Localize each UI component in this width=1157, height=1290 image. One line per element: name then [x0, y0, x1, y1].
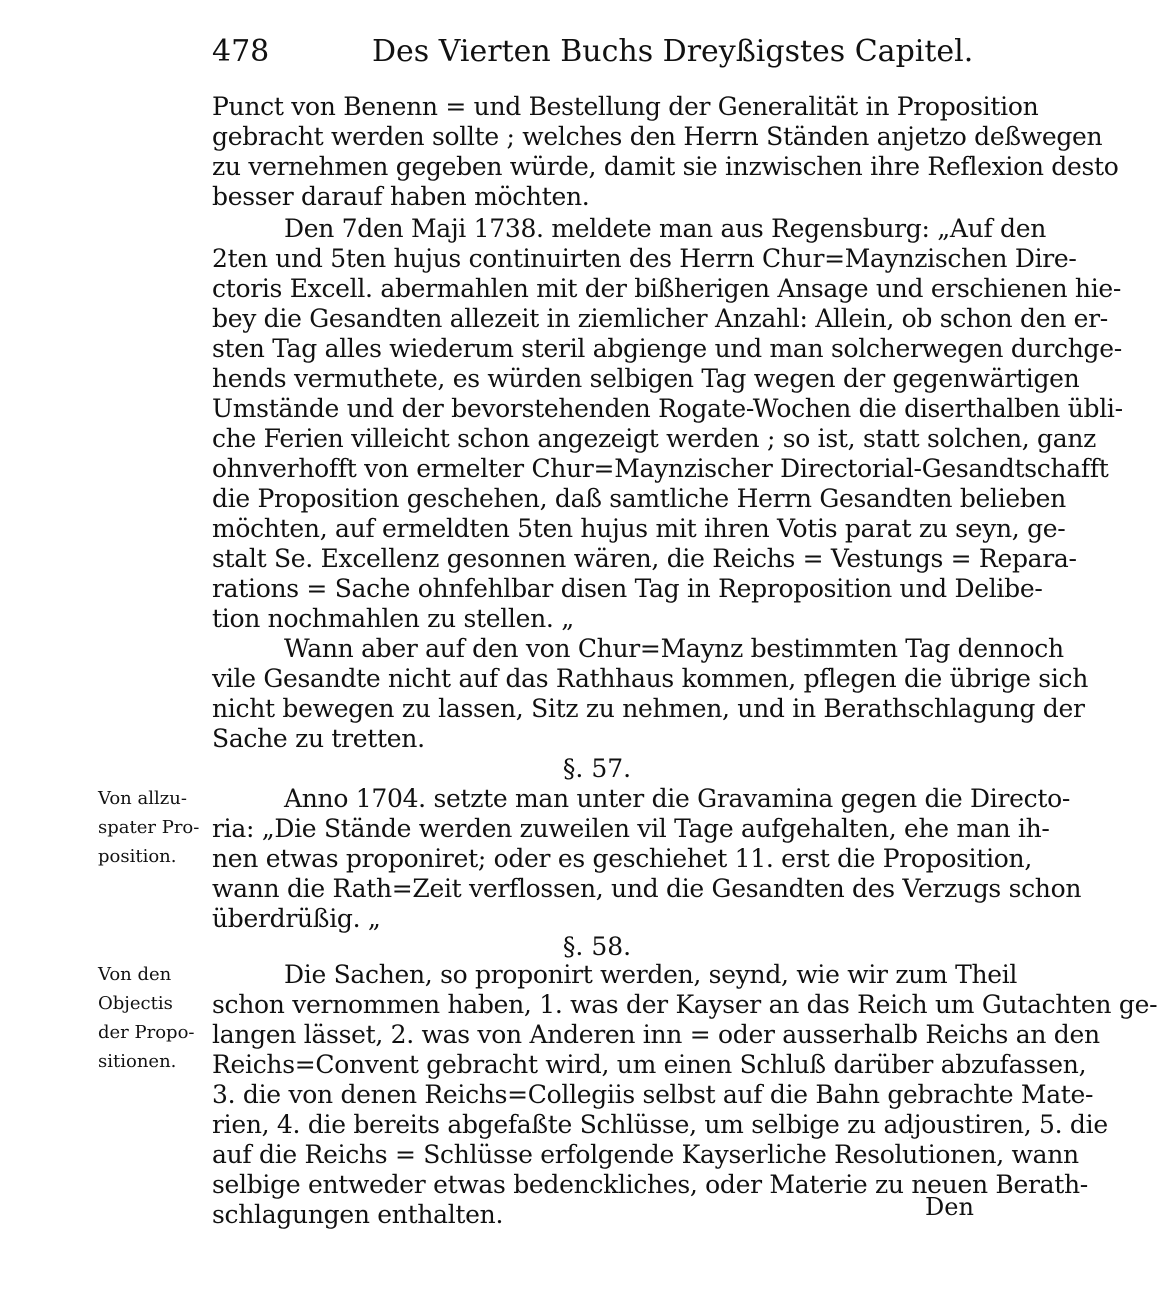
page-header [212, 34, 974, 74]
text-line: ria: „Die Stände werden zuweilen vil Tage aufgehalten, ehe man ih- [212, 814, 1050, 843]
text-line: vile Gesandte nicht auf das Rathhaus kommen, pflegen die übrige sich [212, 664, 1089, 693]
margin-note-line: spater Pro- [98, 817, 200, 838]
text-line: rien, 4. die bereits abgefaßte Schlüsse, um selbige zu adjoustiren, 5. die [212, 1110, 1108, 1139]
text-line: ctoris Excell. abermahlen mit der bißherigen Ansage und erschienen hie- [212, 274, 1122, 303]
text-line: langen lässet, 2. was von Anderen inn = oder ausserhalb Reichs an den [212, 1020, 1100, 1049]
text-line: gebracht werden sollte ; welches den Herrn Ständen anjetzo deßwegen [212, 122, 1103, 151]
text-line: besser darauf haben möchten. [212, 182, 590, 211]
text-line: selbige entweder etwas bedenckliches, oder Materie zu neuen Berath- [212, 1170, 1088, 1199]
text-line: Den 7den Maji 1738. meldete man aus Regensburg: „Auf den [284, 214, 1047, 243]
text-line: Umstände und der bevorstehenden Rogate-Wochen die diserthalben übli- [212, 394, 1123, 423]
text-line: möchten, auf ermeldten 5ten hujus mit ihren Votis parat zu seyn, ge- [212, 514, 1066, 543]
margin-note-line: position. [98, 846, 177, 867]
margin-note-line: Objectis [98, 993, 173, 1014]
text-line: 2ten und 5ten hujus continuirten des Herrn Chur=Maynzischen Dire- [212, 244, 1077, 273]
text-line: Anno 1704. setzte man unter die Gravamina gegen die Directo- [284, 784, 1070, 813]
margin-note [98, 960, 213, 1076]
text-line: Punct von Benenn = und Bestellung der Generalität in Proposition [212, 92, 1039, 121]
text-line: 3. die von denen Reichs=Collegiis selbst auf die Bahn gebrachte Mate- [212, 1080, 1094, 1109]
text-line: Wann aber auf den von Chur=Maynz bestimmten Tag dennoch [284, 634, 1064, 663]
catchword: Den [925, 1193, 974, 1221]
text-line: wann die Rath=Zeit verflossen, und die Gesandten des Verzugs schon [212, 874, 1082, 903]
running-head: Des Vierten Buchs Dreyßigstes Capitel. [372, 34, 974, 69]
text-line: nen etwas proponiret; oder es geschiehet 11. erst die Proposition, [212, 844, 1032, 873]
text-line: sten Tag alles wiederum steril abgienge und man solcherwegen durchge- [212, 334, 1122, 363]
text-line: tion nochmahlen zu stellen. „ [212, 604, 574, 633]
text-line: die Proposition geschehen, daß samtliche Herrn Gesandten belieben [212, 484, 1066, 513]
text-line: überdrüßig. „ [212, 904, 381, 933]
section-heading: §. 57. [562, 754, 632, 783]
text-line: rations = Sache ohnfehlbar disen Tag in Reproposition und Delibe- [212, 574, 1043, 603]
margin-note [98, 784, 213, 871]
margin-note-line: Von den [98, 964, 172, 985]
section-heading: §. 58. [562, 932, 632, 961]
text-line: Die Sachen, so proponirt werden, seynd, wie wir zum Theil [284, 960, 1018, 989]
page-number: 478 [212, 34, 270, 69]
text-line: Sache zu tretten. [212, 724, 425, 753]
text-line: schlagungen enthalten. [212, 1200, 504, 1229]
text-line: hends vermuthete, es würden selbigen Tag wegen der gegenwärtigen [212, 364, 1080, 393]
text-line: zu vernehmen gegeben würde, damit sie inzwischen ihre Reflexion desto [212, 152, 1119, 181]
margin-note-line: Von allzu- [98, 788, 187, 809]
text-line: ohnverhofft von ermelter Chur=Maynzischer Directorial-Gesandtschafft [212, 454, 1109, 483]
text-line: bey die Gesandten allezeit in ziemlicher Anzahl: Allein, ob schon den er- [212, 304, 1108, 333]
text-line: stalt Se. Excellenz gesonnen wären, die Reichs = Vestungs = Repara- [212, 544, 1077, 573]
text-line: nicht bewegen zu lassen, Sitz zu nehmen, und in Berathschlagung der [212, 694, 1085, 723]
margin-note-line: der Propo- [98, 1022, 195, 1043]
text-line: auf die Reichs = Schlüsse erfolgende Kayserliche Resolutionen, wann [212, 1140, 1079, 1169]
text-line: che Ferien villeicht schon angezeigt werden ; so ist, statt solchen, ganz [212, 424, 1097, 453]
text-line: Reichs=Convent gebracht wird, um einen Schluß darüber abzufassen, [212, 1050, 1087, 1079]
text-line: schon vernommen haben, 1. was der Kayser an das Reich um Gutachten ge- [212, 990, 1157, 1019]
margin-note-line: sitionen. [98, 1051, 177, 1072]
